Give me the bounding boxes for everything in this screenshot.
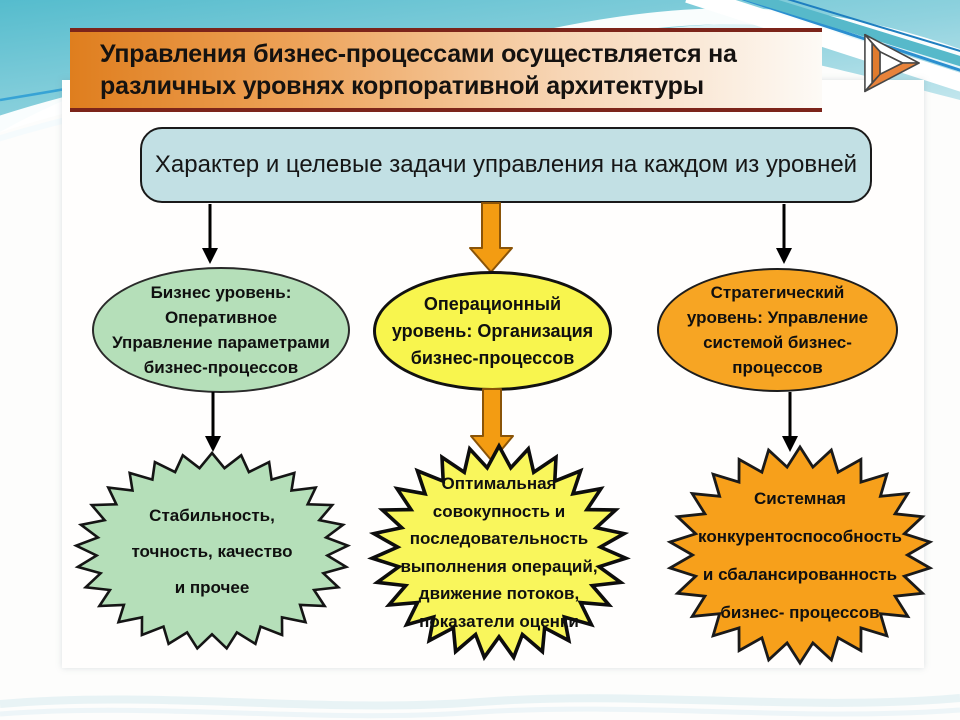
business-level-ellipse: Бизнес уровень: Оперативное Управление параметрами бизнес-процессов: [92, 267, 350, 393]
slide-title-bar: [70, 28, 822, 112]
slide-title-line2: различных уровнях корпоративной архитектуры: [100, 72, 704, 100]
operational-level-ellipse: Операционный уровень: Организация бизнес-процессов: [373, 271, 612, 391]
strategic-level-ellipse: Стратегический уровень: Управление системой бизнес- процессов: [657, 268, 898, 392]
strategic-result-text: Системная конкурентоспособность и сбалансированность бизнес- процессов: [698, 489, 902, 622]
arrow-down-strategic-1: [772, 204, 796, 266]
arrow-down-business-1: [198, 204, 222, 266]
bottom-wave-decoration: [0, 680, 960, 720]
operational-level-text: Операционный: [423, 293, 562, 314]
subtitle-text: Характер и целевые задачи управления на каждом из уровней: [154, 151, 858, 178]
strategic-level-text: Стратегический: [710, 283, 845, 302]
block-arrow-down-operational-1: [467, 202, 515, 274]
business-level-text: Бизнес уровень:: [150, 283, 292, 302]
arrow-down-business-2: [201, 392, 225, 454]
penrose-triangle-icon: [855, 32, 921, 94]
operational-result-text: Оптимальная совокупность и последовательность выполнения операций, движение потоков, показатели оценки: [400, 474, 598, 631]
subtitle-box: [140, 127, 872, 203]
business-result-text: Стабильность, точность, качество и прочее: [131, 506, 293, 597]
slide-title-line1: Управления бизнес-процессами осуществляется на: [100, 40, 737, 68]
